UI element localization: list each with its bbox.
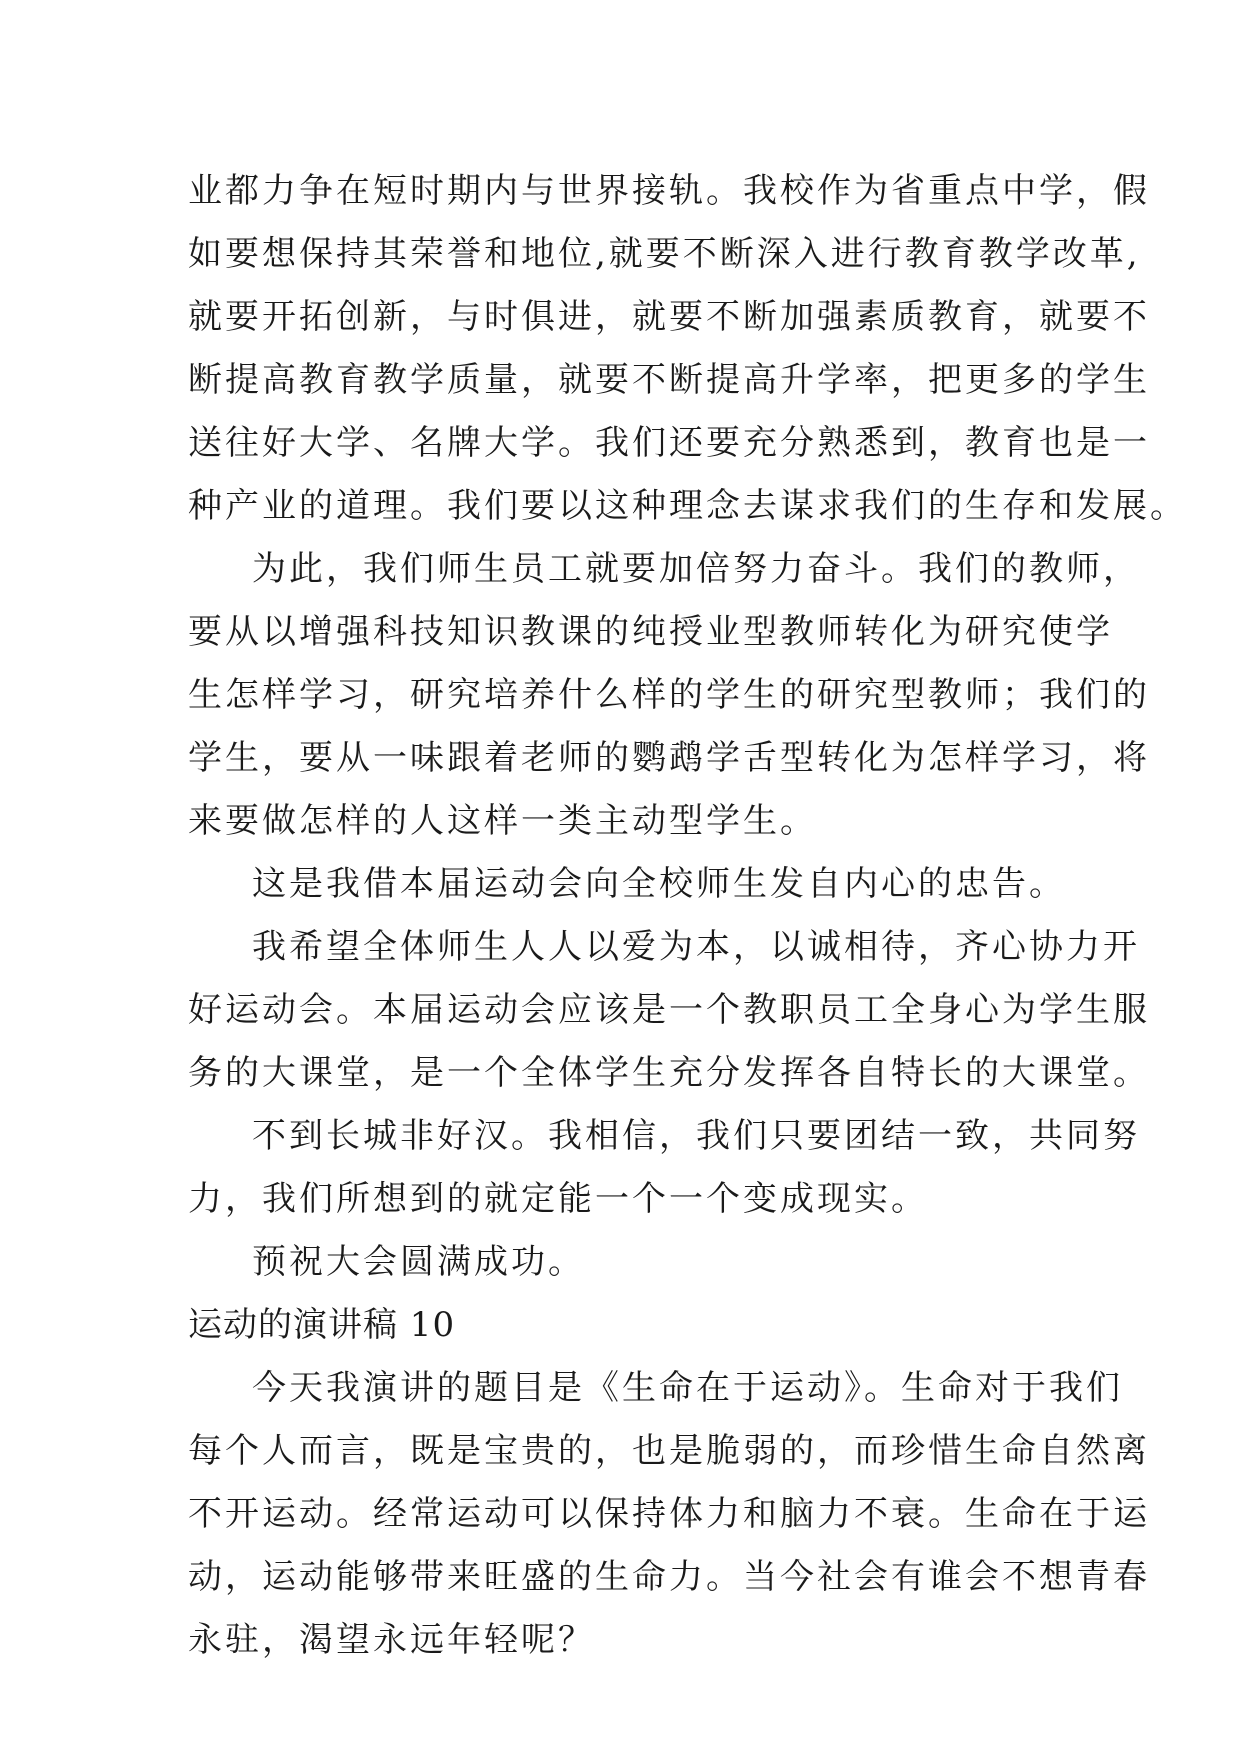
text-line: 好运动会。本届运动会应该是一个教职员工全身心为学生服 — [188, 990, 1150, 1030]
text-line: 学生，要从一味跟着老师的鹦鹉学舌型转化为怎样学习，将 — [188, 738, 1150, 778]
text-line: 就要开拓创新，与时俱进，就要不断加强素质教育，就要不 — [188, 297, 1150, 337]
document-body — [188, 160, 1187, 1672]
text-line: 力，我们所想到的就定能一个一个变成现实。 — [188, 1179, 928, 1219]
text-line: 永驻，渴望永远年轻呢？ — [188, 1620, 595, 1660]
paragraph-start-line: 我希望全体师生人人以爱为本，以诚相待，齐心协力开 — [252, 927, 1140, 967]
text-line: 来要做怎样的人这样一类主动型学生。 — [188, 801, 817, 841]
text-line: 断提高教育教学质量，就要不断提高升学率，把更多的学生 — [188, 360, 1150, 400]
paragraph-start-line: 不到长城非好汉。我相信，我们只要团结一致，共同努 — [252, 1116, 1140, 1156]
text-line: 动，运动能够带来旺盛的生命力。当今社会有谁会不想青春 — [188, 1557, 1150, 1597]
paragraph-start-line: 为此，我们师生员工就要加倍努力奋斗。我们的教师， — [252, 549, 1140, 589]
text-line: 送往好大学、名牌大学。我们还要充分熟悉到，教育也是一 — [188, 423, 1150, 463]
text-line: 务的大课堂，是一个全体学生充分发挥各自特长的大课堂。 — [188, 1053, 1150, 1093]
text-line: 每个人而言，既是宝贵的，也是脆弱的，而珍惜生命自然离 — [188, 1431, 1150, 1471]
paragraph-start-line: 预祝大会圆满成功。 — [252, 1242, 585, 1282]
text-line: 不开运动。经常运动可以保持体力和脑力不衰。生命在于运 — [188, 1494, 1150, 1534]
text-line: 种产业的道理。我们要以这种理念去谋求我们的生存和发展。 — [188, 486, 1187, 526]
paragraph-start-line: 今天我演讲的题目是《生命在于运动》。生命对于我们 — [252, 1368, 1123, 1408]
text-line: 业都力争在短时期内与世界接轨。我校作为省重点中学，假 — [188, 171, 1150, 211]
text-line: 生怎样学习，研究培养什么样的学生的研究型教师；我们的 — [188, 675, 1150, 715]
paragraph-start-line: 这是我借本届运动会向全校师生发自内心的忠告。 — [252, 864, 1066, 904]
section-heading: 运动的演讲稿 10 — [188, 1305, 456, 1345]
text-line: 要从以增强科技知识教课的纯授业型教师转化为研究使学 — [188, 612, 1113, 652]
text-line: 如要想保持其荣誉和地位,就要不断深入进行教育教学改革, — [188, 234, 1141, 274]
